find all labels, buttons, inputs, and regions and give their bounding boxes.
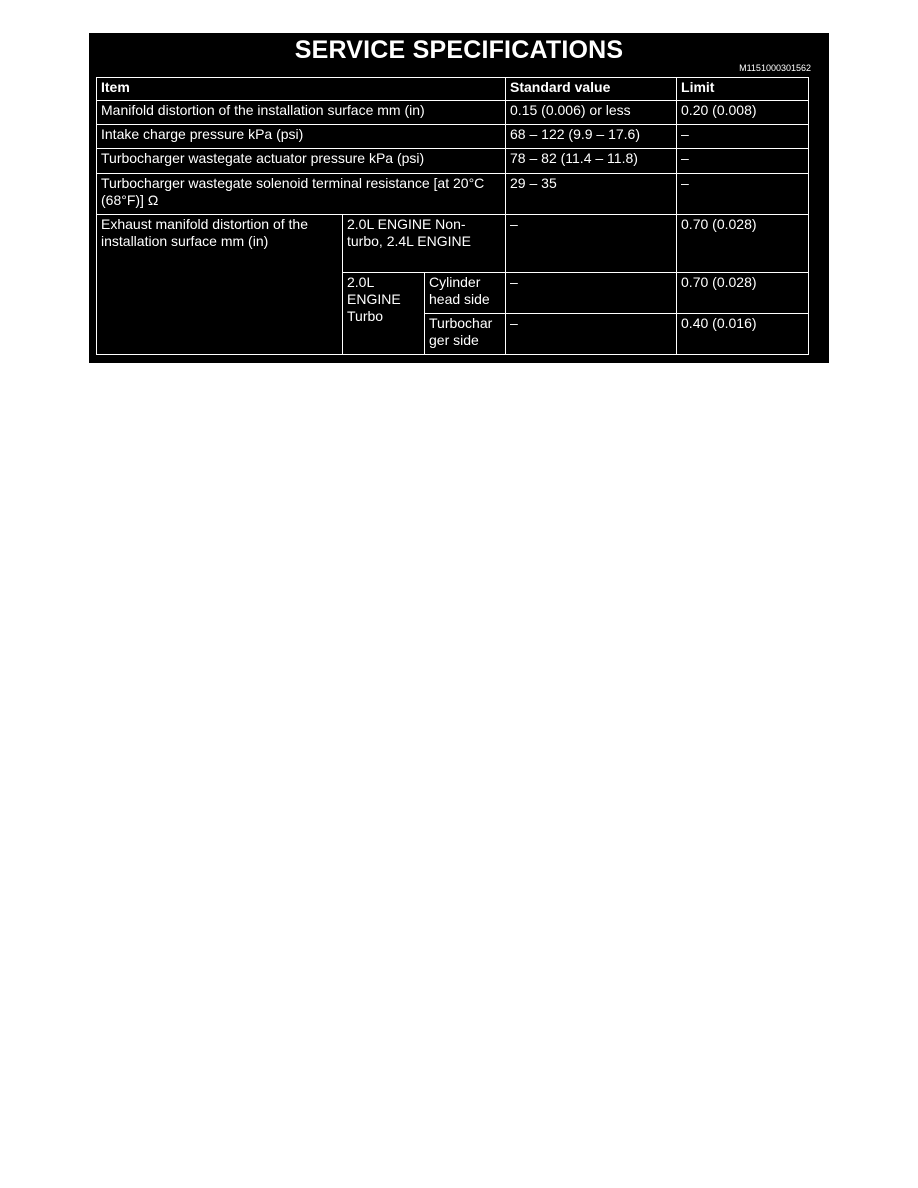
table-row: [97, 174, 809, 215]
figure-code: M1151000301562: [739, 63, 811, 73]
row-standard-value: –: [506, 314, 677, 355]
table-row: [97, 125, 809, 149]
row-limit: –: [677, 125, 809, 149]
row-limit: 0.20 (0.008): [677, 101, 809, 125]
table-row: [97, 101, 809, 125]
row-limit: 0.40 (0.016): [677, 314, 809, 355]
exhaust-non-turbo-engine: 2.0L ENGINE Non-turbo, 2.4L ENGINE: [343, 215, 506, 273]
table-header-row: [97, 78, 809, 101]
exhaust-side: Cylinder head side: [425, 273, 506, 314]
specifications-table: [96, 77, 809, 355]
row-item: Turbocharger wastegate solenoid terminal resistance [at 20°C (68°F)] Ω: [97, 174, 506, 215]
row-standard-value: –: [506, 273, 677, 314]
row-standard-value: 68 – 122 (9.9 – 17.6): [506, 125, 677, 149]
table-row: [97, 215, 809, 273]
exhaust-turbo-engine: 2.0L ENGINE Turbo: [343, 273, 425, 355]
page-title: SERVICE SPECIFICATIONS: [294, 36, 624, 64]
exhaust-item: Exhaust manifold distortion of the installation surface mm (in): [97, 215, 343, 355]
row-standard-value: 0.15 (0.006) or less: [506, 101, 677, 125]
row-item: Intake charge pressure kPa (psi): [97, 125, 506, 149]
row-limit: 0.70 (0.028): [677, 215, 809, 273]
row-standard-value: 78 – 82 (11.4 – 11.8): [506, 149, 677, 174]
row-limit: –: [677, 174, 809, 215]
row-limit: –: [677, 149, 809, 174]
service-specifications-panel: [89, 33, 829, 363]
table-row: [97, 149, 809, 174]
row-limit: 0.70 (0.028): [677, 273, 809, 314]
row-standard-value: 29 – 35: [506, 174, 677, 215]
row-item: Turbocharger wastegate actuator pressure kPa (psi): [97, 149, 506, 174]
header-limit: Limit: [677, 78, 809, 101]
exhaust-side: Turbochar ger side: [425, 314, 506, 355]
row-item: Manifold distortion of the installation surface mm (in): [97, 101, 506, 125]
header-item: Item: [97, 78, 506, 101]
header-standard-value: Standard value: [506, 78, 677, 101]
row-standard-value: –: [506, 215, 677, 273]
